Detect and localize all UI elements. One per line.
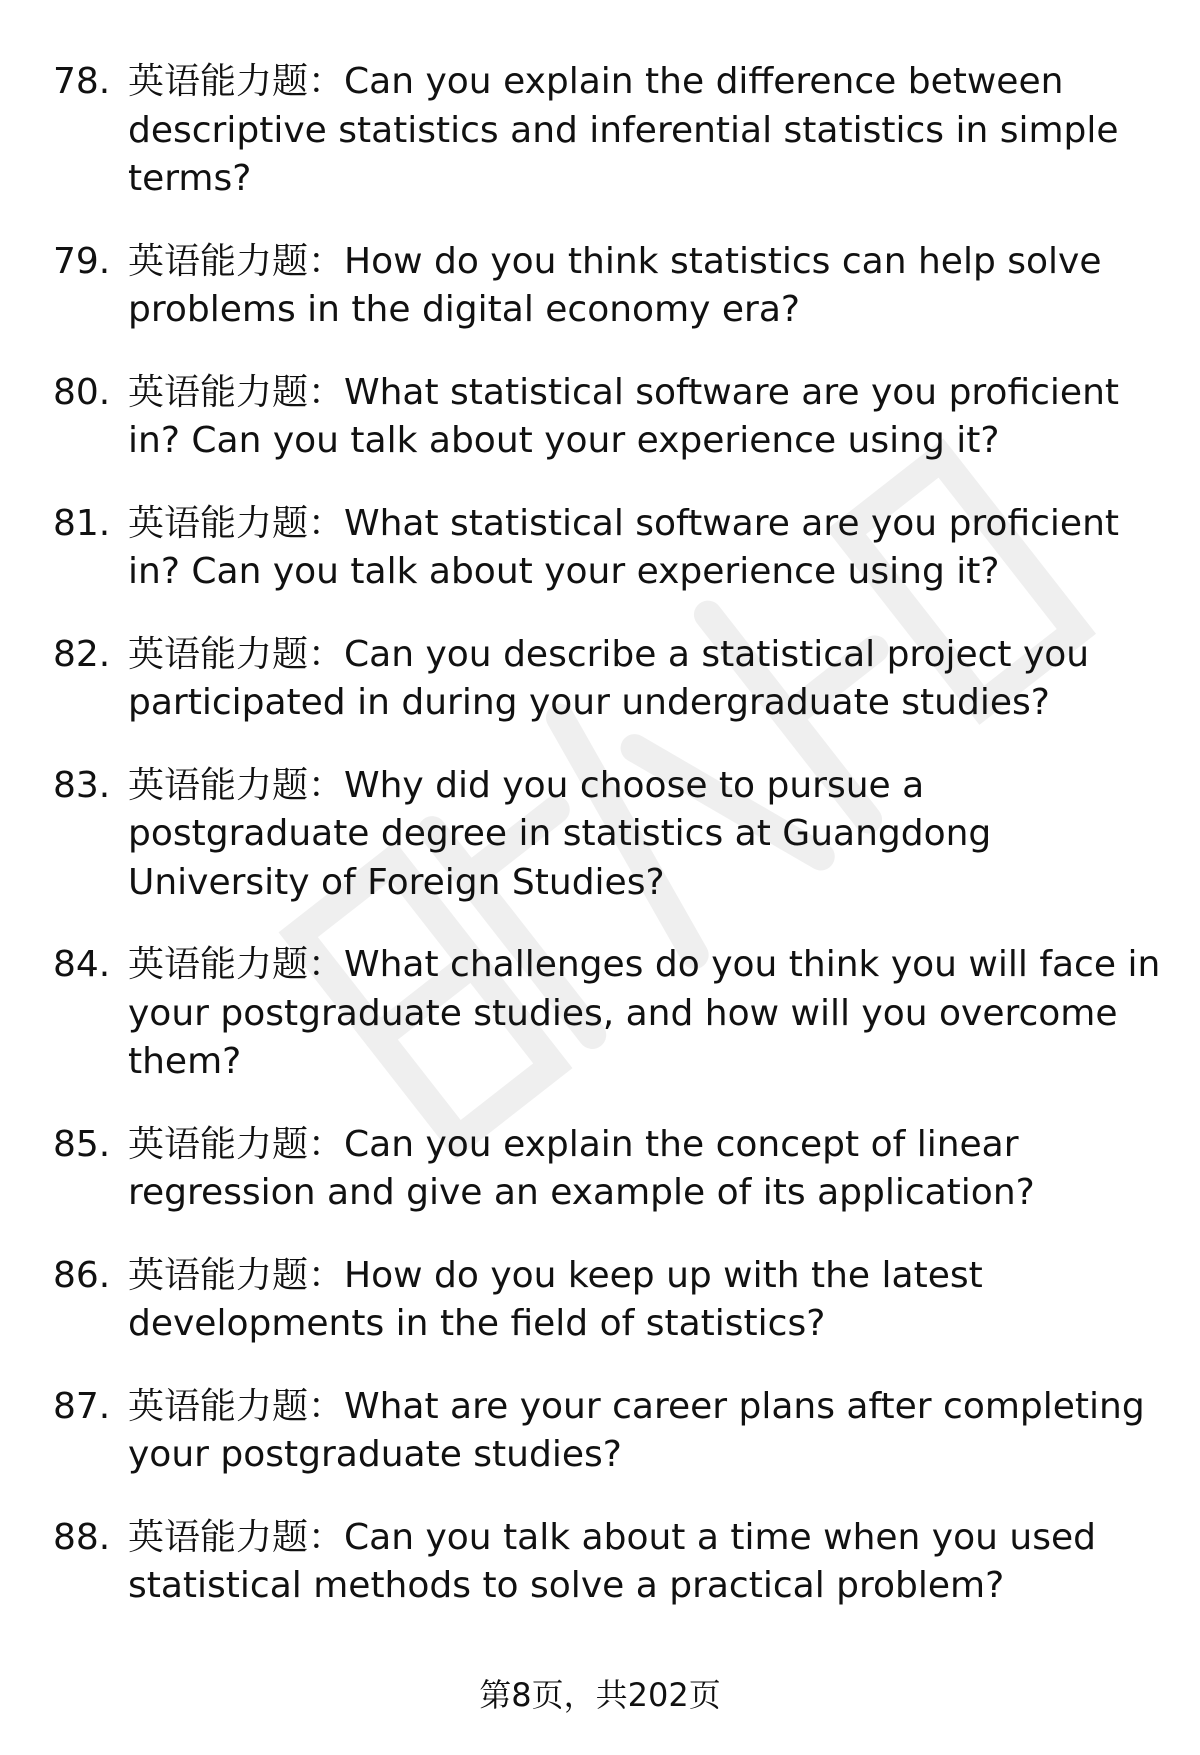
question-number: 84. bbox=[53, 944, 111, 985]
question-text: Can you explain the concept of linear regression and give an example of its application? bbox=[128, 1123, 1035, 1213]
question-tag: 英语能力题： bbox=[128, 1123, 345, 1165]
question-list bbox=[53, 58, 1163, 1645]
question-tag: 英语能力题： bbox=[128, 371, 345, 413]
question-item bbox=[53, 762, 1163, 908]
question-item bbox=[53, 1121, 1163, 1218]
page-number-label: 第8页，共202页 bbox=[479, 1676, 721, 1714]
question-text: What are your career plans after completing your postgraduate studies? bbox=[128, 1385, 1145, 1475]
question-number: 79. bbox=[53, 240, 111, 282]
question-tag: 英语能力题： bbox=[128, 240, 345, 282]
question-tag: 英语能力题： bbox=[128, 944, 345, 985]
question-text: How do you keep up with the latest developments in the field of statistics? bbox=[128, 1254, 983, 1344]
question-number: 78. bbox=[53, 61, 111, 102]
question-tag: 英语能力题： bbox=[128, 764, 345, 806]
question-number: 82. bbox=[53, 633, 111, 675]
question-tag: 英语能力题： bbox=[128, 1254, 345, 1296]
question-item bbox=[53, 1252, 1163, 1349]
question-text: What statistical software are you proficient in? Can you talk about your experience using it? bbox=[128, 371, 1119, 461]
question-tag: 英语能力题： bbox=[128, 633, 345, 675]
question-text: Can you explain the difference between descriptive statistics and inferential statistics in simple terms? bbox=[128, 61, 1119, 199]
question-number: 83. bbox=[53, 764, 111, 806]
question-number: 80. bbox=[53, 371, 111, 413]
question-tag: 英语能力题： bbox=[128, 502, 345, 544]
question-item bbox=[53, 500, 1163, 597]
question-text: How do you think statistics can help solve problems in the digital economy era? bbox=[128, 240, 1102, 330]
question-tag: 英语能力题： bbox=[128, 61, 345, 102]
question-item bbox=[53, 1514, 1163, 1611]
question-item bbox=[53, 1383, 1163, 1480]
question-text: Can you describe a statistical project you participated in during your undergraduate studies? bbox=[128, 633, 1090, 723]
question-number: 86. bbox=[53, 1254, 111, 1296]
question-item bbox=[53, 238, 1163, 335]
question-item bbox=[53, 58, 1163, 204]
question-number: 87. bbox=[53, 1385, 111, 1427]
question-tag: 英语能力题： bbox=[128, 1516, 345, 1558]
question-item bbox=[53, 631, 1163, 728]
question-item bbox=[53, 369, 1163, 466]
question-text: Why did you choose to pursue a postgraduate degree in statistics at Guangdong University of Foreign Studies? bbox=[128, 764, 992, 903]
question-text: What statistical software are you proficient in? Can you talk about your experience using it? bbox=[128, 502, 1119, 592]
question-text: Can you talk about a time when you used statistical methods to solve a practical problem? bbox=[128, 1516, 1096, 1606]
question-text: What challenges do you think you will face in your postgraduate studies, and how will you overcome them? bbox=[128, 944, 1161, 1082]
page-footer bbox=[0, 1675, 1200, 1715]
question-number: 85. bbox=[53, 1123, 111, 1165]
question-item bbox=[53, 941, 1163, 1087]
question-number: 88. bbox=[53, 1516, 111, 1558]
question-number: 81. bbox=[53, 502, 111, 544]
question-tag: 英语能力题： bbox=[128, 1385, 345, 1427]
